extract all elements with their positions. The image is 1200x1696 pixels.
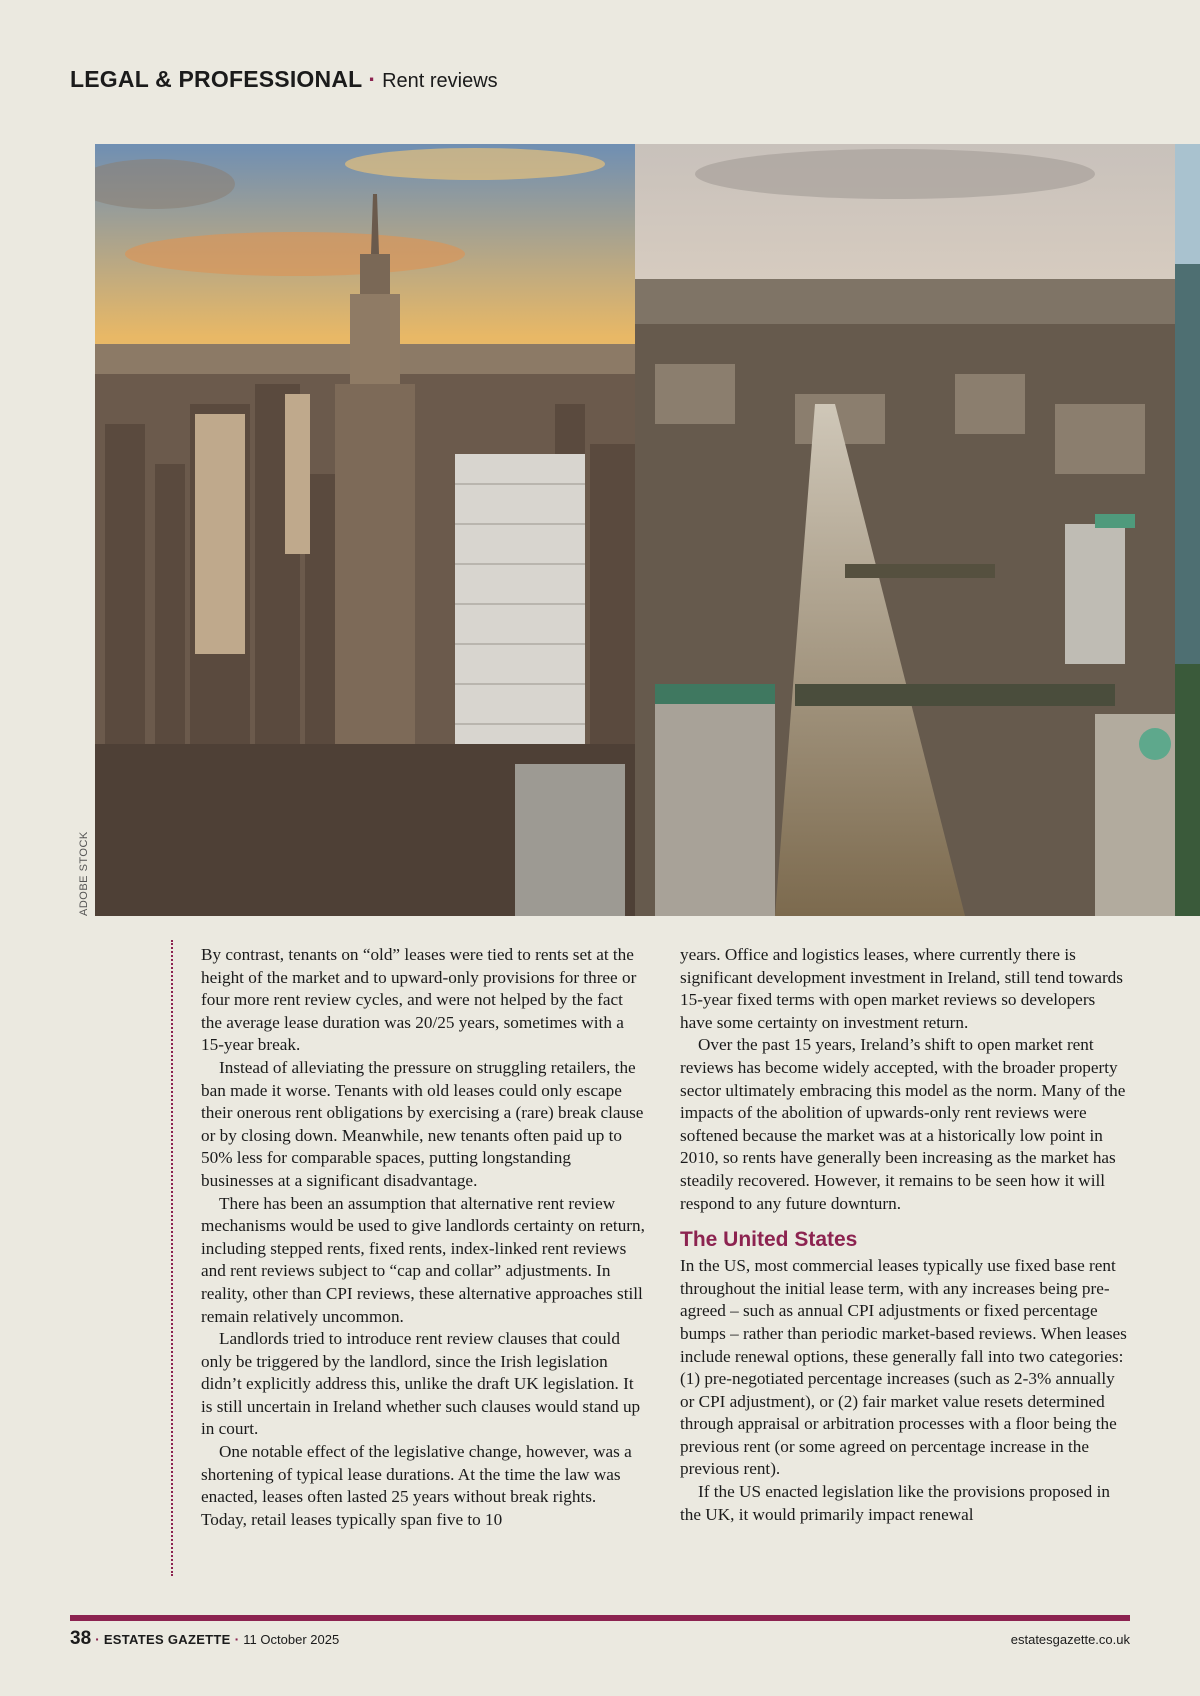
city-skyline-photo bbox=[95, 144, 1200, 916]
website-url: estatesgazette.co.uk bbox=[1010, 1632, 1130, 1647]
paragraph: There has been an assumption that alternative rent review mechanisms would be used to give landlords certainty on return, including stepped rents, fixed rents, index-linked rent reviews and rent reviews subject to “cap and collar” adjustments. In reality, other than CPI reviews, these alternative approaches still remain relatively uncommon. bbox=[201, 1193, 645, 1326]
page-number: 38 bbox=[70, 1628, 92, 1649]
paragraph: years. Office and logistics leases, where currently there is significant development investment in Ireland, still tend towards 15-year fixed terms with open market reviews so developers have some certainty on investment return. bbox=[680, 945, 1123, 1032]
footer-rule bbox=[70, 1615, 1130, 1621]
paragraph: Landlords tried to introduce rent review clauses that could only be triggered by the landlord, since the Irish legislation didn’t explicitly address this, unlike the draft UK legislation. It is still uncertain in Ireland whether such clauses would stand up in court. bbox=[201, 1329, 641, 1439]
paragraph: If the US enacted legislation like the provisions proposed in the UK, it would primarily impact renewal bbox=[680, 1482, 1110, 1524]
issue-date: 11 October 2025 bbox=[243, 1632, 340, 1647]
header-separator: · bbox=[368, 66, 377, 92]
publication-name: ESTATES GAZETTE bbox=[103, 1632, 231, 1647]
subheading: The United States bbox=[680, 1228, 858, 1252]
paragraph: In the US, most commercial leases typically use fixed base rent throughout the initial lease term, with any increases being pre-agreed – such as annual CPI adjustments or fixed percentage bumps – rather than periodic market-based reviews. When leases include renewal options, these generally fall into two categories: (1) pre-negotiated percentage increases (such as 2-3% annually or CPI adjustment), or (2) fair market value resets determined through appraisal or arbitration processes with a floor being the previous rent (or some agreed on percentage increase in the previous rent). bbox=[680, 1256, 1127, 1479]
page-header bbox=[70, 66, 498, 93]
page-footer bbox=[70, 1628, 1130, 1654]
section-topic: Rent reviews bbox=[382, 70, 498, 92]
article-column-1 bbox=[201, 944, 646, 1531]
paragraph: Over the past 15 years, Ireland’s shift to open market rent reviews has become widely accepted, with the broader property sector ultimately embracing this model as the norm. Many of the impacts of the abolition of upwards-only rent reviews were softened because the market was at a historically low point in 2010, so rents have generally been increasing as the market has steadily recovered. However, it remains to be seen how it will respond to any future downturn. bbox=[680, 1035, 1126, 1213]
paragraph: One notable effect of the legislative change, however, was a shortening of typical lease durations. At the time the law was enacted, leases often lasted 25 years without break rights. Today, retail leases typically span five to 10 bbox=[201, 1442, 632, 1529]
column-divider bbox=[171, 940, 173, 1576]
paragraph: Instead of alleviating the pressure on struggling retailers, the ban made it worse. Tenants with old leases could only escape their onerous rent obligations by exercising a (rare) break clause or by closing down. Meanwhile, new tenants often paid up to 50% less for comparable spaces, putting longstanding businesses at a significant disadvantage. bbox=[201, 1057, 644, 1190]
article-column-2 bbox=[680, 944, 1130, 1526]
section-title: LEGAL & PROFESSIONAL bbox=[70, 66, 363, 92]
footer-separator: · bbox=[95, 1631, 100, 1647]
paragraph: By contrast, tenants on “old” leases were tied to rents set at the height of the market and to upward-only provisions for three or four more rent review cycles, and were not helped by the fact the average lease duration was 20/25 years, sometimes with a 15-year break. bbox=[201, 945, 637, 1055]
city-skyline-illustration bbox=[95, 144, 1200, 916]
footer-separator: · bbox=[234, 1631, 240, 1647]
photo-credit: ADOBE STOCK bbox=[78, 831, 90, 916]
